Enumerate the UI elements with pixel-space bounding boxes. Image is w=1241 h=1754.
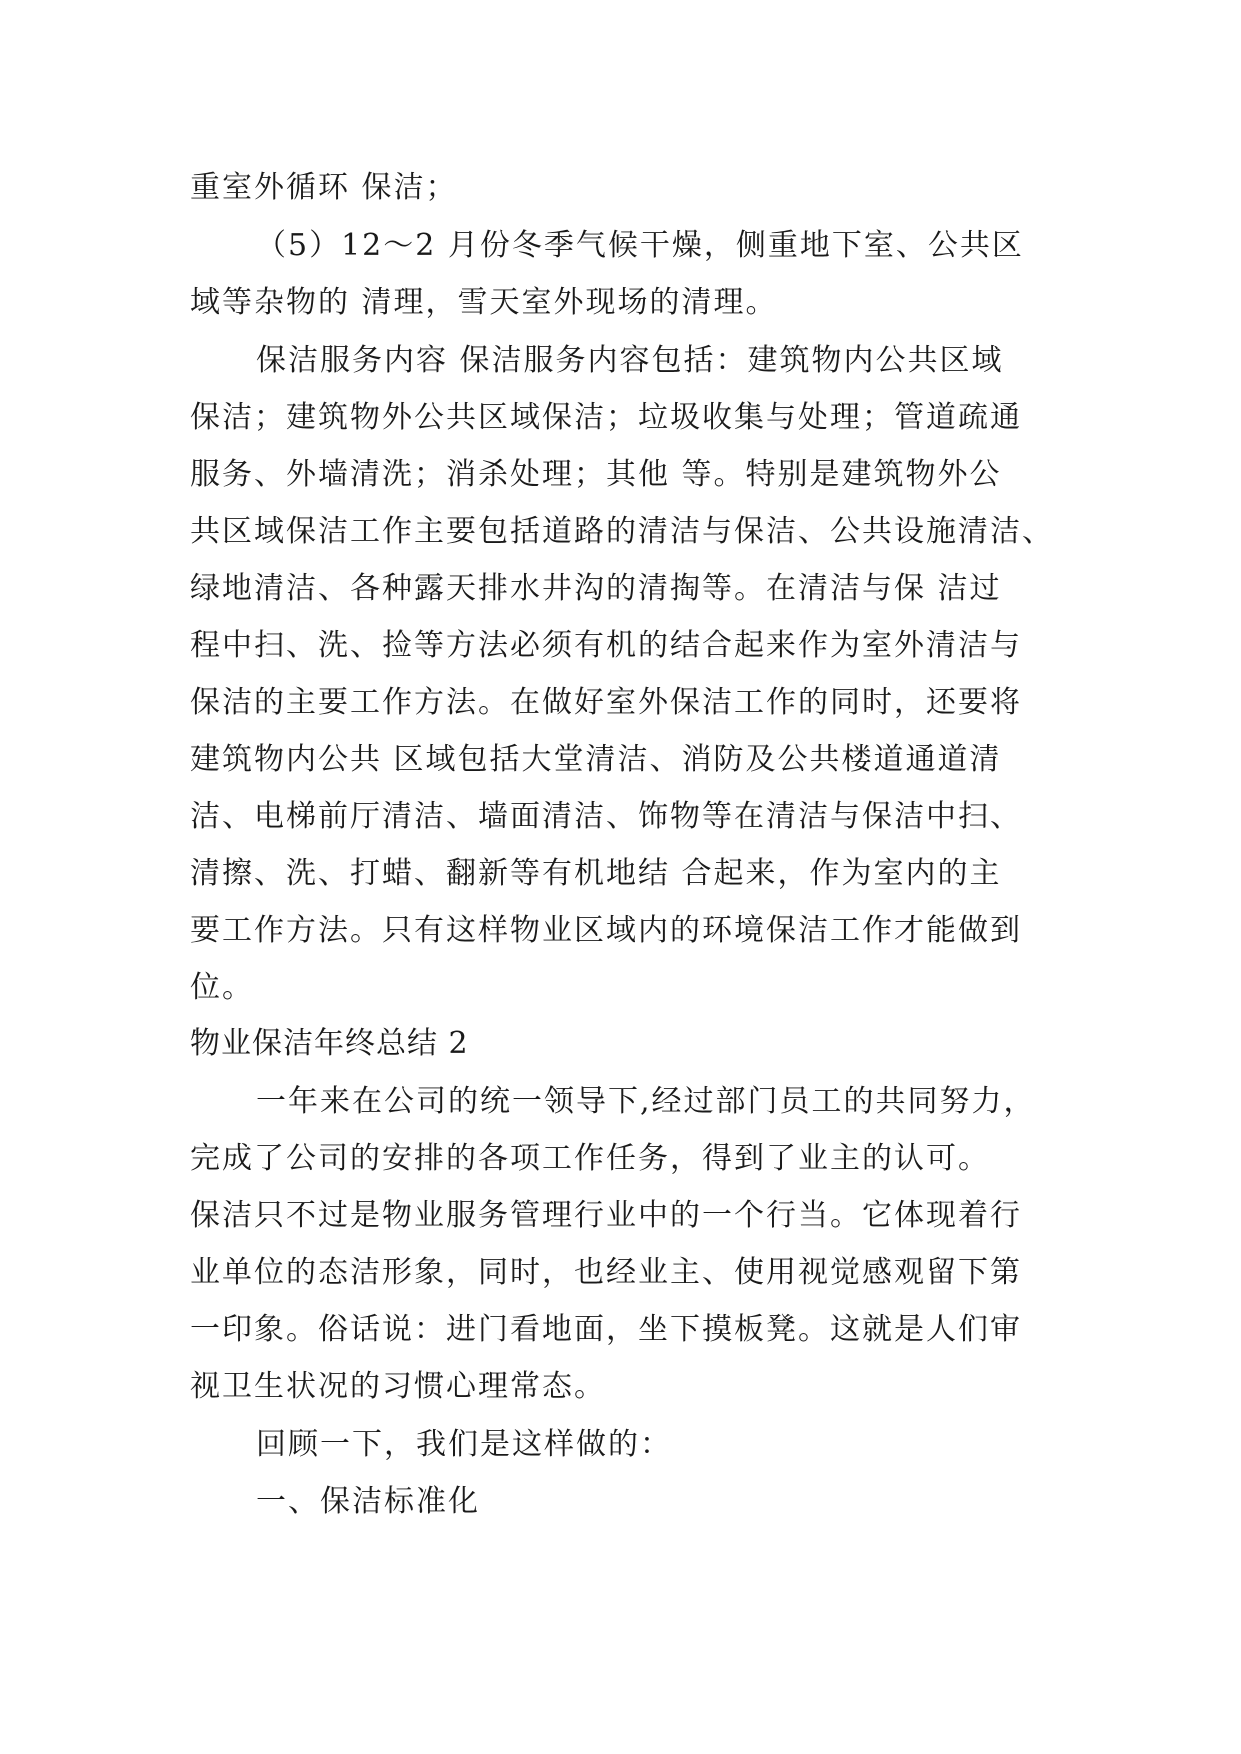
- text-line: 域等杂物的 清理，雪天室外现场的清理。: [190, 285, 778, 320]
- text-line: 业单位的态洁形象，同时，也经业主、使用视觉感观留下第: [190, 1255, 1022, 1290]
- text-line: （5）12～2 月份冬季气候干燥，侧重地下室、公共区: [256, 228, 1024, 263]
- text-line: 视卫生状况的习惯心理常态。: [190, 1369, 606, 1404]
- text-line: 一印象。俗话说：进门看地面，坐下摸板凳。这就是人们审: [190, 1312, 1022, 1347]
- section-heading: 物业保洁年终总结 2: [190, 1026, 469, 1061]
- text-line: 绿地清洁、各种露天排水井沟的清掏等。在清洁与保 洁过: [190, 571, 1002, 606]
- text-line: 要工作方法。只有这样物业区域内的环境保洁工作才能做到: [190, 913, 1022, 948]
- text-line: 完成了公司的安排的各项工作任务，得到了业主的认可。: [190, 1141, 990, 1176]
- text-line: 保洁的主要工作方法。在做好室外保洁工作的同时，还要将: [190, 685, 1022, 720]
- text-line: 保洁服务内容 保洁服务内容包括：建筑物内公共区域: [256, 343, 1004, 378]
- text-line: 洁、电梯前厅清洁、墙面清洁、饰物等在清洁与保洁中扫、: [190, 799, 1022, 834]
- text-line: 一年来在公司的统一领导下,经过部门员工的共同努力，: [256, 1084, 1036, 1119]
- text-line: 保洁只不过是物业服务管理行业中的一个行当。它体现着行: [190, 1198, 1022, 1233]
- text-line: 服务、外墙清洗；消杀处理；其他 等。特别是建筑物外公: [190, 457, 1002, 492]
- text-line: 保洁；建筑物外公共区域保洁；垃圾收集与处理；管道疏通: [190, 400, 1022, 435]
- text-line: 重室外循环 保洁；: [190, 170, 458, 205]
- text-line: 建筑物内公共 区域包括大堂清洁、消防及公共楼道通道清: [190, 742, 1002, 777]
- text-line: 共区域保洁工作主要包括道路的清洁与保洁、公共设施清洁、: [190, 514, 1054, 549]
- text-line: 清擦、洗、打蜡、翻新等有机地结 合起来，作为室内的主: [190, 856, 1002, 891]
- text-line: 位。: [190, 970, 254, 1005]
- section-subheading: 一、保洁标准化: [256, 1484, 480, 1519]
- text-line: 程中扫、洗、捡等方法必须有机的结合起来作为室外清洁与: [190, 628, 1022, 663]
- text-line: 回顾一下，我们是这样做的：: [256, 1427, 672, 1462]
